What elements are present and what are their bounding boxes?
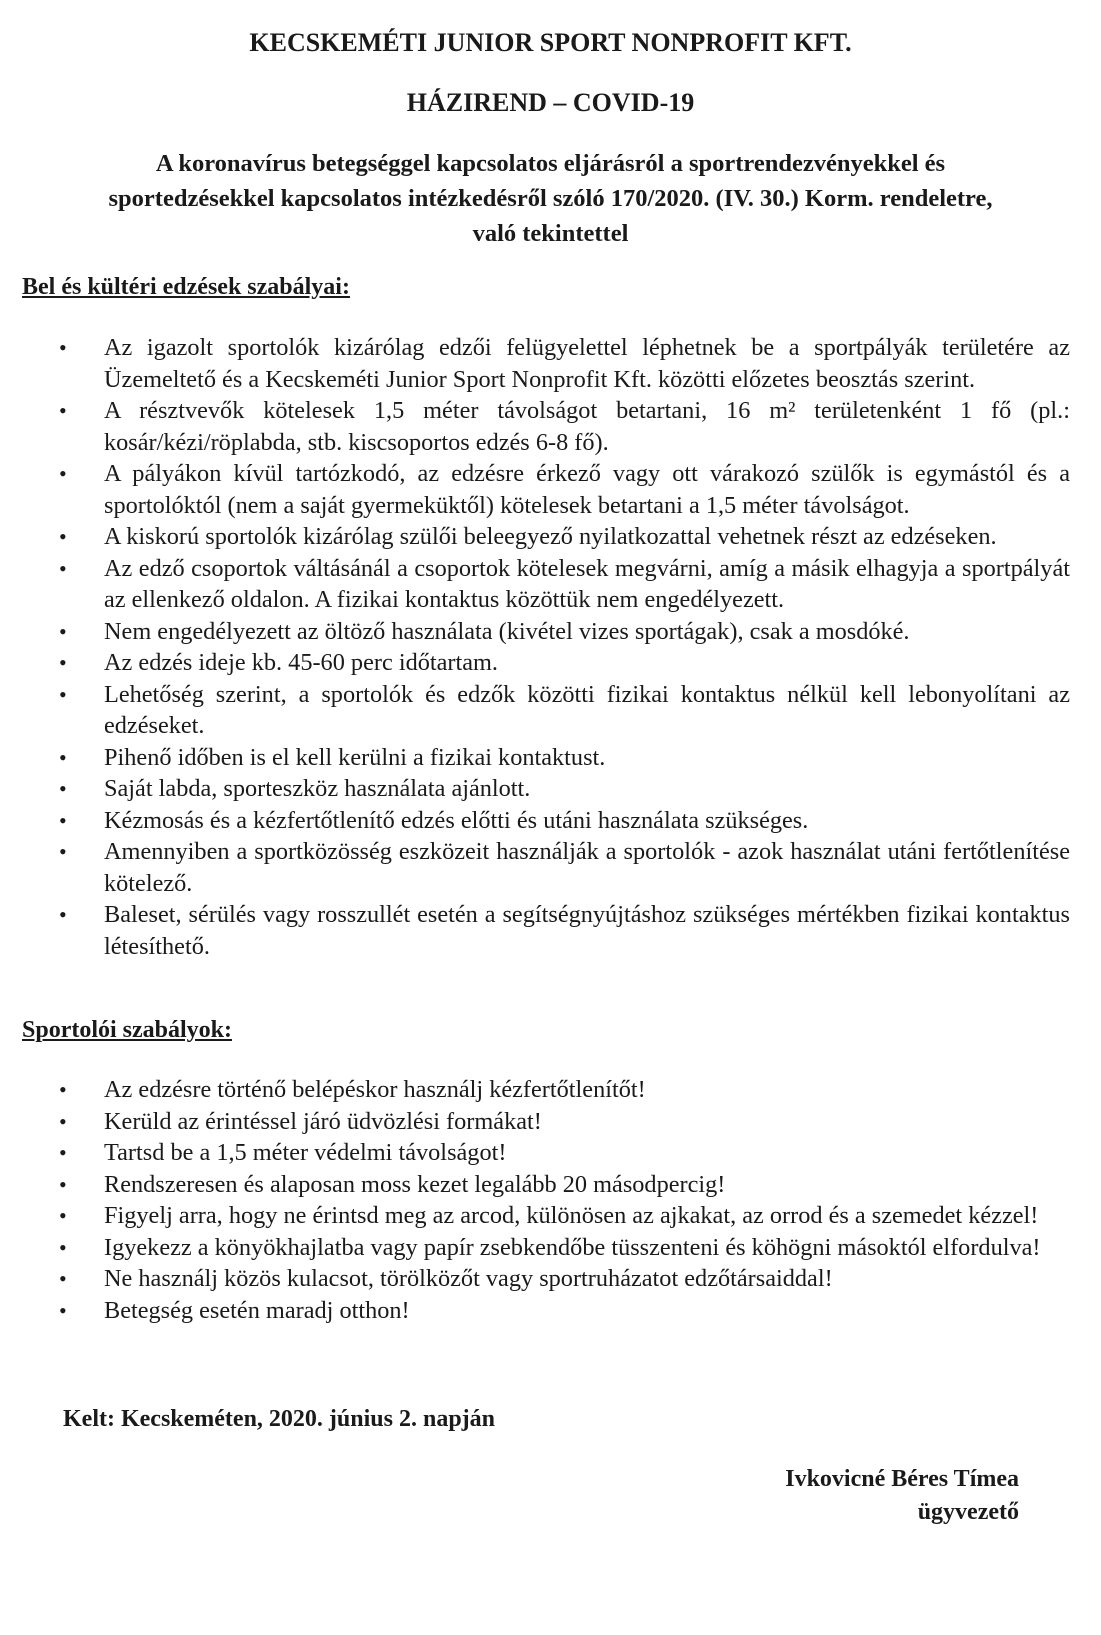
signatory-role: ügyvezető [917, 1499, 1019, 1525]
list-item: • Betegség esetén maradj otthon! [22, 1295, 1070, 1327]
list-item: • Kerüld az érintéssel járó üdvözlési formákat! [22, 1106, 1070, 1138]
preamble-line: való tekintettel [472, 220, 629, 247]
list-item: • Baleset, sérülés vagy rosszullét esetén a segítségnyújtáshoz szükséges mértékben fizikai kontaktus létesíthető. [22, 899, 1070, 962]
athlete-rules-heading: Sportolói szabályok: [22, 1017, 233, 1043]
training-rules-list [22, 332, 1070, 962]
list-item: • Az edzésre történő belépéskor használj kézfertőtlenítőt! [22, 1074, 1070, 1106]
list-item: • Igyekezz a könyökhajlatba vagy papír zsebkendőbe tüsszenteni és köhögni másoktól elfordulva! [22, 1232, 1070, 1264]
list-item: • Nem engedélyezett az öltöző használata (kivétel vizes sportágak), csak a mosdóké. [22, 616, 1070, 648]
list-item: • Az edzés ideje kb. 45-60 perc időtartam. [22, 647, 1070, 679]
athlete-rules-list [22, 1074, 1070, 1326]
preamble-line: sportedzésekkel kapcsolatos intézkedésről szóló 170/2020. (IV. 30.) Korm. rendeletre, [108, 185, 993, 212]
list-item: • A pályákon kívül tartózkodó, az edzésre érkező vagy ott várakozó szülők is egymástól és a sportolóktól (nem a saját gyermeküktől) kötelesek betartani a 1,5 méter távolságot. [22, 458, 1070, 521]
list-item: • Ne használj közös kulacsot, törölközőt vagy sportruházatot edzőtársaiddal! [22, 1263, 1070, 1295]
list-item: • A kiskorú sportolók kizárólag szülői beleegyező nyilatkozattal vehetnek részt az edzéseken. [22, 521, 1070, 553]
document-title: HÁZIREND – COVID-19 [406, 88, 695, 117]
date-line: Kelt: Kecskeméten, 2020. június 2. napján [63, 1406, 495, 1432]
list-item: • A résztvevők kötelesek 1,5 méter távolságot betartani, 16 m² területenként 1 fő (pl.: kosár/kézi/röplabda, stb. kiscsoportos edzés 6-8 fő). [22, 395, 1070, 458]
list-item: • Pihenő időben is el kell kerülni a fizikai kontaktust. [22, 742, 1070, 774]
list-item: • Saját labda, sporteszköz használata ajánlott. [22, 773, 1070, 805]
training-rules-heading: Bel és kültéri edzések szabályai: [22, 274, 350, 300]
list-item: • Lehetőség szerint, a sportolók és edzők közötti fizikai kontaktus nélkül kell lebonyolítani az edzéseket. [22, 679, 1070, 742]
organization-name: KECSKEMÉTI JUNIOR SPORT NONPROFIT KFT. [249, 28, 852, 57]
preamble [22, 146, 1079, 251]
list-item: • Amennyiben a sportközösség eszközeit használják a sportolók - azok használat utáni fertőtlenítése kötelező. [22, 836, 1070, 899]
list-item: • Tartsd be a 1,5 méter védelmi távolságot! [22, 1137, 1070, 1169]
list-item: • Kézmosás és a kézfertőtlenítő edzés előtti és utáni használata szükséges. [22, 805, 1070, 837]
preamble-line: A koronavírus betegséggel kapcsolatos eljárásról a sportrendezvényekkel és [155, 150, 946, 177]
list-item: • Az igazolt sportolók kizárólag edzői felügyelettel léphetnek be a sportpályák területére az Üzemeltető és a Kecskeméti Junior Sport Nonprofit Kft. közötti előzetes beosztás szerint. [22, 332, 1070, 395]
list-item: • Figyelj arra, hogy ne érintsd meg az arcod, különösen az ajkakat, az orrod és a szemedet kézzel! [22, 1200, 1070, 1232]
list-item: • Az edző csoportok váltásánál a csoportok kötelesek megvárni, amíg a másik elhagyja a sportpályát az ellenkező oldalon. A fizikai kontaktus közöttük nem engedélyezett. [22, 553, 1070, 616]
list-item: • Rendszeresen és alaposan moss kezet legalább 20 másodpercig! [22, 1169, 1070, 1201]
signatory-name: Ivkovicné Béres Tímea [785, 1466, 1019, 1492]
